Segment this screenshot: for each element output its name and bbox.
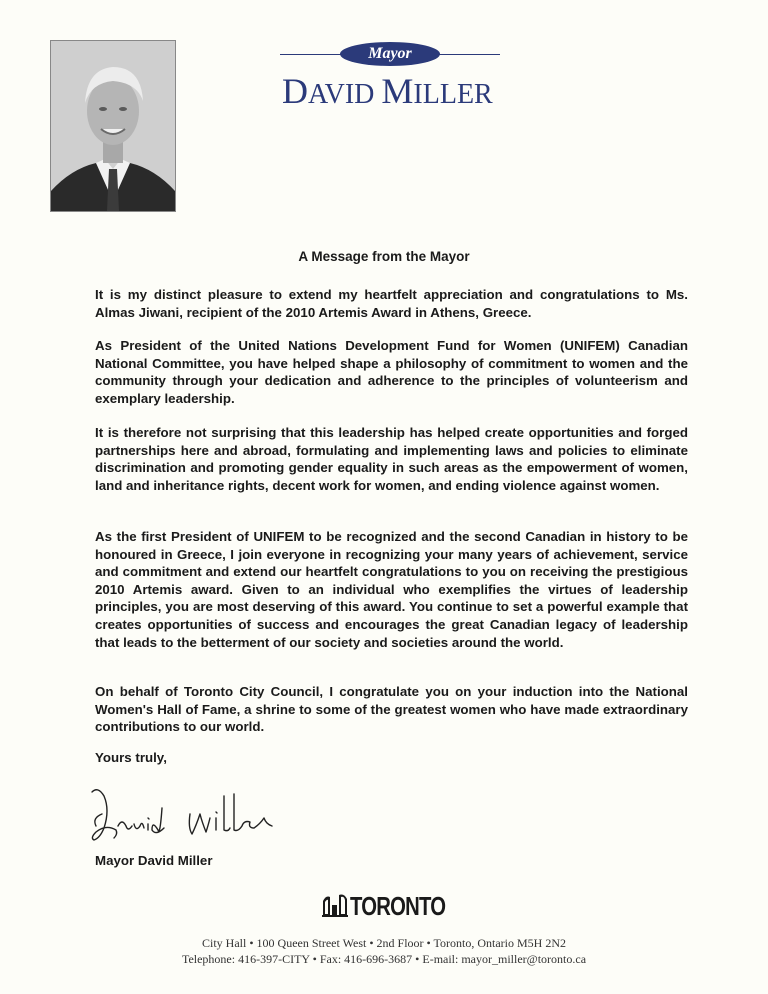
toronto-wordmark: TORONTO xyxy=(350,891,446,921)
letter-paragraph-4: As the first President of UNIFEM to be recognized and the second Canadian in history to be honoured in Greece, I join everyone in recognizing your many years of achievement, service and commitment and extend our heartfelt congratulations to you on receiving the prestigious 2010 Artemis award. Given to an individual who exemplifies the virtues of leadership principles, you are most deserving of this award. You continue to set a powerful example that creates opportunities of success and encourages the great Canadian legacy of leadership that leads to the betterment of our society and societies around the world. xyxy=(95,529,688,650)
portrait-illustration xyxy=(51,41,175,211)
name-rest-first: AVID xyxy=(308,79,382,110)
name-rest-last: ILLER xyxy=(413,79,493,110)
letter-paragraph-5: On behalf of Toronto City Council, I congratulate you on your induction into the National Women's Hall of Fame, a shrine to some of the greatest women who have made extraordinary contributions to our world. xyxy=(95,684,688,735)
name-initial-first: D xyxy=(282,71,308,111)
letter-paragraph-3: It is therefore not surprising that this leadership has helped create opportunities and forged partnerships here and abroad, formulating and implementing laws and policies to eliminate discrimination and promoting gender equality in such areas as the empowerment of women, land and inheritance rights, decent work for women, and ending violence against women. xyxy=(95,425,688,493)
letter-closing: Yours truly, xyxy=(95,750,167,765)
mayor-title-badge: Mayor xyxy=(340,42,440,66)
letter-paragraph-2: As President of the United Nations Development Fund for Women (UNIFEM) Canadian National Committee, you have helped shape a philosophy of commitment to women and the community through your dedication and adherence to the principles of volunteerism and exemplary leadership. xyxy=(95,338,688,406)
letterhead-rule-right xyxy=(438,54,500,55)
footer-address: City Hall • 100 Queen Street West • 2nd Floor • Toronto, Ontario M5H 2N2 xyxy=(202,936,566,950)
footer-contact: Telephone: 416-397-CITY • Fax: 416-696-3687 • E-mail: mayor_miller@toronto.ca xyxy=(181,952,587,966)
letter-title: A Message from the Mayor xyxy=(298,249,470,264)
name-initial-last: M xyxy=(381,71,414,111)
mayor-name-heading xyxy=(282,70,502,112)
toronto-city-hall-icon xyxy=(322,893,348,917)
letterhead-rule-left xyxy=(280,54,342,55)
mayor-portrait-photo xyxy=(50,40,176,212)
letter-paragraph-1: It is my distinct pleasure to extend my heartfelt appreciation and congratulations to Ms. Almas Jiwani, recipient of the 2010 Artemis Award in Athens, Greece. xyxy=(95,287,688,320)
handwritten-signature xyxy=(88,784,288,853)
signer-name: Mayor David Miller xyxy=(95,853,213,868)
